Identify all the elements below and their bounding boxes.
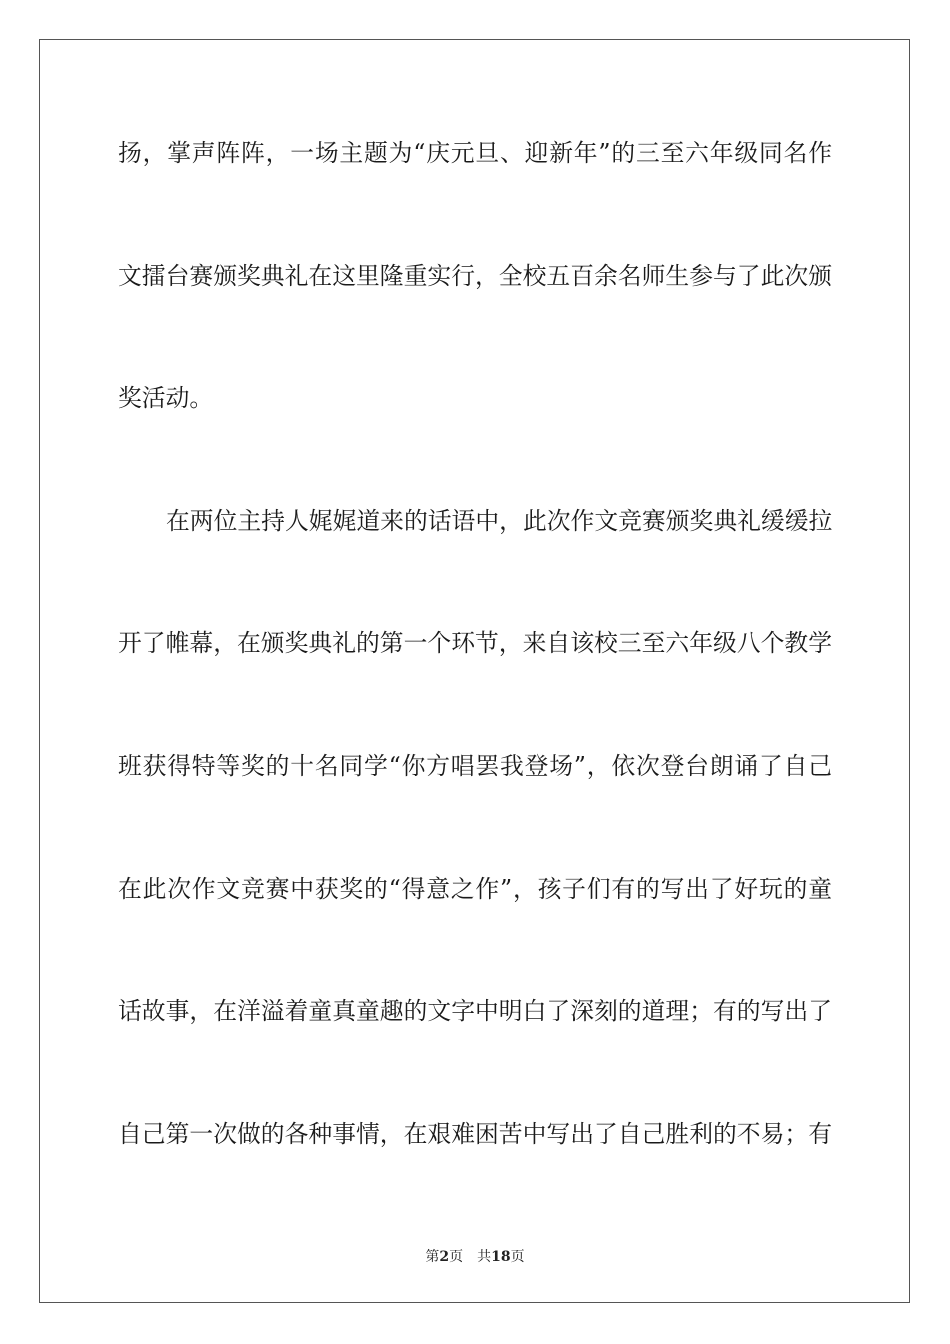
- text-line: 班获得特等奖的十名同学“你方唱罢我登场”，依次登台朗诵了自己: [118, 751, 832, 780]
- page-number: 2: [439, 1249, 450, 1265]
- page-suffix: 页: [449, 1249, 464, 1265]
- document-body: [118, 128, 832, 1231]
- page-footer: [0, 1247, 950, 1267]
- page-prefix: 第: [425, 1249, 440, 1265]
- total-pages: 18: [491, 1249, 511, 1265]
- text-line: 奖活动。: [118, 384, 214, 413]
- total-suffix: 页: [510, 1249, 525, 1265]
- text-line: 话故事，在洋溢着童真童趣的文字中明白了深刻的道理；有的写出了: [118, 997, 832, 1026]
- text-line: 开了帷幕，在颁奖典礼的第一个环节，来自该校三至六年级八个教学: [118, 629, 832, 658]
- text-line: 自己第一次做的各种事情，在艰难困苦中写出了自己胜利的不易；有: [118, 1119, 832, 1148]
- total-prefix: 共: [477, 1249, 492, 1265]
- text-line: 扬，掌声阵阵，一场主题为“庆元旦、迎新年”的三至六年级同名作: [118, 139, 832, 167]
- text-line: 在两位主持人娓娓道来的话语中，此次作文竞赛颁奖典礼缓缓拉: [166, 506, 833, 535]
- text-line: 在此次作文竞赛中获奖的“得意之作”，孩子们有的写出了好玩的童: [118, 874, 832, 903]
- text-line: 文擂台赛颁奖典礼在这里隆重实行，全校五百余名师生参与了此次颁: [118, 261, 832, 290]
